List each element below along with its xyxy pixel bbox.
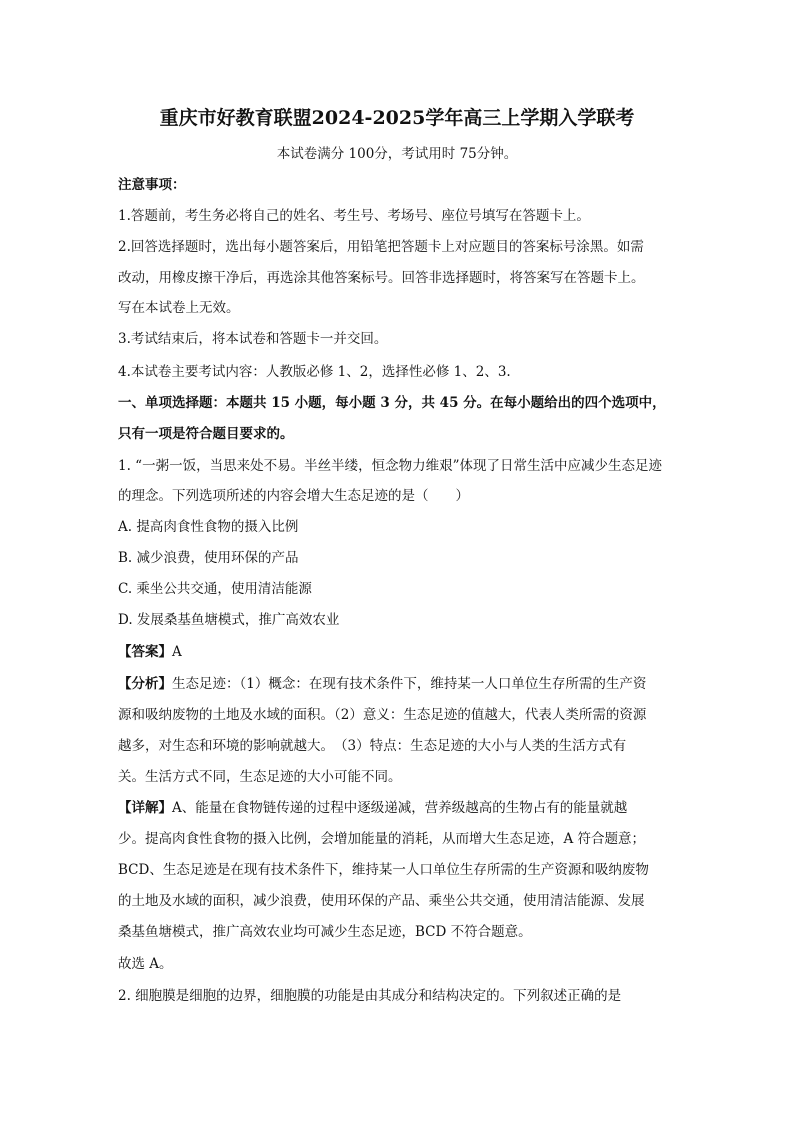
analysis-line: 关。生活方式不同，生态足迹的大小可能不同。 bbox=[118, 769, 402, 785]
detail-line: BCD、生态足迹是在现有技术条件下，维持某一人口单位生存所需的生产资源和吸纳废物 bbox=[118, 862, 649, 878]
page-title: 重庆市好教育联盟2024-2025学年高三上学期入学联考 bbox=[159, 107, 635, 129]
detail-line: 的土地及水域的面积，减少浪费，使用环保的产品、乘坐公共交通，使用清洁能源、发展 bbox=[118, 893, 645, 909]
analysis-tag: 【分析】 bbox=[118, 676, 172, 692]
option-c: C. 乘坐公共交通，使用清洁能源 bbox=[118, 581, 312, 597]
notes-line: 2.回答选择题时，选出每小题答案后，用铅笔把答题卡上对应题目的答案标号涂黑。如需 bbox=[118, 239, 644, 255]
analysis-line: 越多，对生态和环境的影响就越大。 （3）特点：生态足迹的大小与人类的生活方式有 bbox=[118, 738, 627, 754]
detail-text: A、能量在食物链传递的过程中逐级递减，营养级越高的生物占有的能量就越 bbox=[172, 800, 628, 816]
analysis-line bbox=[118, 674, 688, 694]
detail-line bbox=[118, 798, 688, 818]
section-heading-cont: 只有一项是符合题目要求的。 bbox=[118, 426, 294, 442]
section-heading: 一、单项选择题：本题共 15 小题，每小题 3 分，共 45 分。在每小题给出的四个选项中， bbox=[118, 395, 666, 411]
exam-subtitle: 本试卷满分 100分，考试用时 75分钟。 bbox=[276, 146, 518, 162]
question-stem: 2. 细胞膜是细胞的边界，细胞膜的功能是由其成分和结构决定的。下列叙述正确的是 bbox=[118, 988, 622, 1004]
option-d: D. 发展桑基鱼塘模式，推广高效农业 bbox=[118, 612, 340, 628]
notes-line: 1.答题前，考生务必将自己的姓名、考生号、考场号、座位号填写在答题卡上。 bbox=[118, 208, 590, 224]
notes-line: 改动，用橡皮擦干净后，再选涂其他答案标号。回答非选择题时，将答案写在答题卡上。 bbox=[118, 270, 645, 286]
notes-line: 写在本试卷上无效。 bbox=[118, 300, 240, 316]
notes-line: 3.考试结束后，将本试卷和答题卡一并交回。 bbox=[118, 331, 388, 347]
question-stem: 的理念。下列选项所述的内容会增大生态足迹的是（ ） bbox=[118, 488, 469, 504]
option-b: B. 减少浪费，使用环保的产品 bbox=[118, 550, 299, 566]
detail-line: 桑基鱼塘模式，推广高效农业均可减少生态足迹，BCD 不符合题意。 bbox=[118, 924, 532, 940]
analysis-line: 源和吸纳废物的土地及水域的面积。（2）意义：生态足迹的值越大，代表人类所需的资源 bbox=[118, 707, 647, 723]
detail-tag: 【详解】 bbox=[118, 800, 172, 816]
answer-tag: 【答案】 bbox=[118, 644, 172, 660]
answer-line bbox=[118, 642, 688, 662]
question-stem: 1. “一粥一饭，当思来处不易。半丝半缕，恒念物力维艰”体现了日常生活中应减少生态足迹 bbox=[118, 458, 662, 474]
notes-line: 4.本试卷主要考试内容：人教版必修 1、2，选择性必修 1、2、3. bbox=[118, 364, 511, 380]
analysis-text: 生态足迹：（1）概念：在现有技术条件下，维持某一人口单位生存所需的生产资 bbox=[172, 676, 647, 692]
notes-heading: 注意事项： bbox=[118, 177, 186, 193]
option-a: A. 提高肉食性食物的摄入比例 bbox=[118, 519, 299, 535]
detail-line: 少。提高肉食性食物的摄入比例，会增加能量的消耗，从而增大生态足迹，A 符合题意； bbox=[118, 831, 646, 847]
answer-value: A bbox=[172, 644, 182, 660]
conclusion: 故选 A。 bbox=[118, 956, 173, 972]
